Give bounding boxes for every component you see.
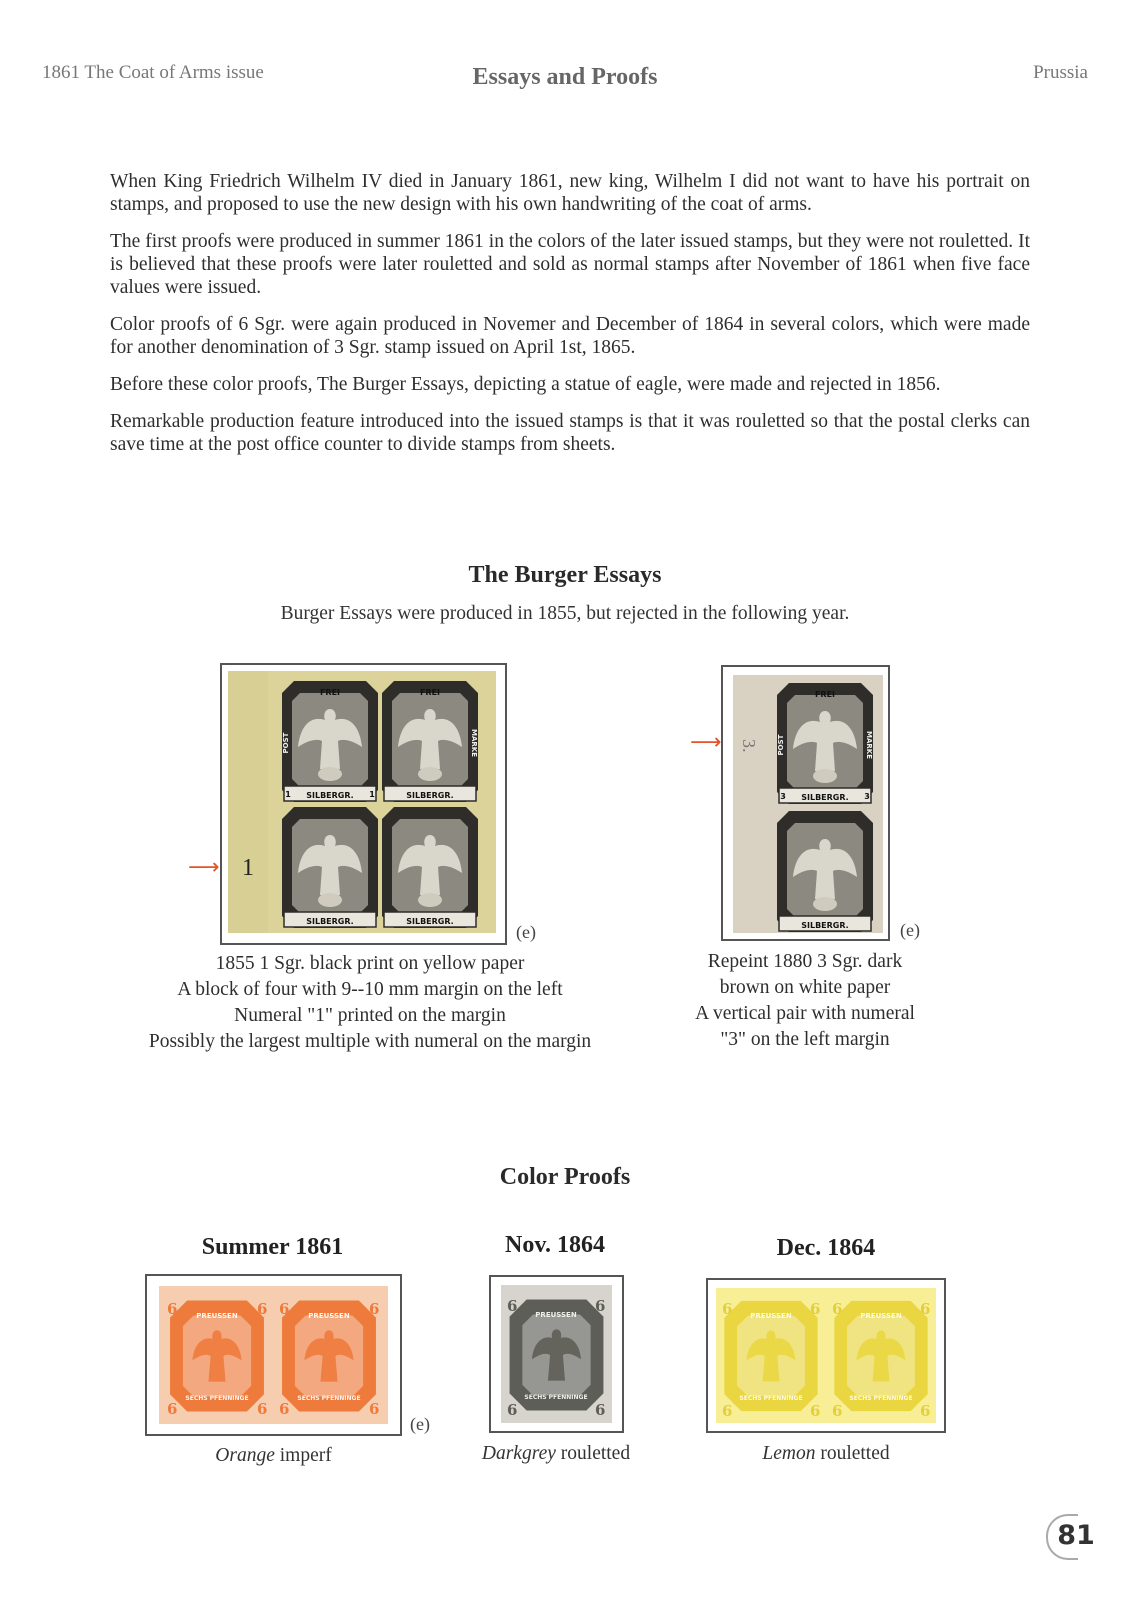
- header-left: 1861 The Coat of Arms issue: [42, 62, 264, 83]
- stamp-value-label: SILBERGR.: [306, 791, 354, 800]
- stamp-value: 6: [722, 1402, 733, 1420]
- arrow-icon: ⟶: [188, 855, 220, 880]
- stamp-value: 6: [369, 1400, 380, 1418]
- stamp-numeral: 1: [285, 790, 291, 799]
- intro-paragraph-3: Color proofs of 6 Sgr. were again produced in Novemer and December of 1864 in several colors, which were made for another denomination of 3 Sgr. stamp issued on April 1st, 1865.: [110, 314, 1030, 358]
- stamp-value: 6: [810, 1402, 821, 1420]
- stamp-top-label: PREUSSEN: [750, 1312, 792, 1320]
- color-proofs-title: Color Proofs: [499, 1164, 631, 1190]
- color-name: Darkgrey: [481, 1443, 556, 1464]
- stamp-value: 6: [167, 1300, 178, 1318]
- proof-type: imperf: [274, 1445, 332, 1466]
- stamp-value: 6: [279, 1300, 290, 1318]
- caption-line: A block of four with 9--10 mm margin on the left: [177, 979, 563, 1000]
- caption-line: 1855 1 Sgr. black print on yellow paper: [215, 953, 525, 974]
- stamp-value-label: SILBERGR.: [406, 917, 454, 926]
- caption-line: Numeral "1" printed on the margin: [234, 1005, 506, 1026]
- source-mark: (e): [900, 920, 920, 940]
- vertical-pair-frame: [721, 665, 890, 941]
- block-of-four-caption: [100, 951, 640, 1055]
- stamp-value: 6: [595, 1297, 606, 1315]
- stamp-value: 6: [507, 1401, 518, 1419]
- margin-numeral: 3.: [739, 739, 759, 753]
- stamp-side-left: POST: [282, 732, 290, 754]
- stamp-numeral: 3: [780, 792, 786, 801]
- header-right: Prussia: [1033, 62, 1088, 83]
- color-proof-caption: [706, 1443, 946, 1465]
- color-proof-image: [716, 1288, 936, 1423]
- stamp-top-label: PREUSSEN: [535, 1311, 577, 1319]
- color-proof-title: Summer 1861: [201, 1234, 344, 1260]
- color-proof-title: Nov. 1864: [504, 1232, 605, 1258]
- page-number-text: 81: [1057, 1519, 1095, 1551]
- stamp-value-label: SILBERGR.: [801, 921, 849, 930]
- stamp-value-label: SILBERGR.: [306, 917, 354, 926]
- caption-line: A vertical pair with numeral: [695, 1003, 915, 1024]
- stamp-value: 6: [507, 1297, 518, 1315]
- stamp-bottom-label: SECHS PFENNINGE: [524, 1394, 588, 1401]
- stamp-top-label: FREI: [419, 688, 441, 697]
- stamp-value: 6: [722, 1300, 733, 1318]
- stamp-value: 6: [167, 1400, 178, 1418]
- stamp-value: 6: [595, 1401, 606, 1419]
- lemon-proof-pair: [716, 1288, 936, 1423]
- stamp-top-label: FREI: [814, 690, 836, 699]
- stamp-top-label: PREUSSEN: [308, 1312, 350, 1320]
- color-proof-title: Dec. 1864: [776, 1235, 876, 1261]
- source-mark: (e): [410, 1414, 430, 1434]
- stamp-bottom-label: SECHS PFENNINGE: [185, 1395, 249, 1402]
- intro-paragraph-5: Remarkable production feature introduced into the issued stamps is that it was rouletted so that the postal clerks can save time at the post office counter to divide stamps from sheets.: [110, 411, 1030, 455]
- source-mark: (e): [516, 922, 536, 942]
- intro-text: [110, 170, 1030, 470]
- page-title: Essays and Proofs: [472, 64, 658, 90]
- stamp-bottom-label: SECHS PFENNINGE: [739, 1395, 803, 1402]
- stamp-top-label: PREUSSEN: [860, 1312, 902, 1320]
- arrow-icon: ⟶: [690, 730, 722, 755]
- caption-line: Possibly the largest multiple with numeral on the margin: [148, 1031, 592, 1052]
- margin-numeral: 1: [242, 855, 254, 881]
- intro-paragraph-2: The first proofs were produced in summer 1861 in the colors of the later issued stamps, but they were not rouletted. It is believed that these proofs were later rouletted and sold as normal stamps after November of 1861 when five face values were issued.: [110, 231, 1030, 298]
- stamp-value: 6: [920, 1402, 931, 1420]
- burger-essays-subtitle: Burger Essays were produced in 1855, but rejected in the following year.: [280, 603, 850, 624]
- color-proof-image: [501, 1285, 612, 1423]
- stamp-top-label: FREI: [319, 688, 341, 697]
- color-proof-frame: [489, 1275, 624, 1433]
- stamp-value: 6: [369, 1300, 380, 1318]
- page-number: [1052, 1512, 1100, 1558]
- stamp-side-left: POST: [777, 734, 785, 756]
- color-proof-image: [159, 1286, 388, 1424]
- caption-line: Repeint 1880 3 Sgr. dark: [707, 951, 903, 972]
- orange-proof-pair: [159, 1286, 388, 1424]
- stamp-value: 6: [920, 1300, 931, 1318]
- stamp-numeral: 3: [864, 792, 870, 801]
- stamp-top-label: PREUSSEN: [196, 1312, 238, 1320]
- intro-paragraph-1: When King Friedrich Wilhelm IV died in January 1861, new king, Wilhelm I did not want to have his portrait on stamps, and proposed to use the new design with his own handwriting of the coat of arms.: [110, 171, 1030, 215]
- color-name: Orange: [215, 1445, 275, 1466]
- stamp-numeral: 1: [369, 790, 375, 799]
- vertical-pair-caption: [660, 949, 950, 1053]
- stamp-value-label: SILBERGR.: [406, 791, 454, 800]
- color-proof-caption: [145, 1445, 402, 1467]
- burger-essays-title: The Burger Essays: [468, 562, 662, 588]
- stamp-value: 6: [832, 1402, 843, 1420]
- block-of-four-frame: [220, 663, 507, 945]
- caption-line: brown on white paper: [719, 977, 891, 998]
- block-of-four-image: [222, 665, 505, 943]
- caption-line: "3" on the left margin: [720, 1029, 890, 1050]
- stamp-bottom-label: SECHS PFENNINGE: [849, 1395, 913, 1402]
- intro-paragraph-4: Before these color proofs, The Burger Essays, depicting a statue of eagle, were made and rejected in 1856.: [110, 374, 941, 395]
- stamp-value: 6: [832, 1300, 843, 1318]
- stamp-value: 6: [257, 1300, 268, 1318]
- color-proof-frame: [145, 1274, 402, 1436]
- stamp-side-right: MARKE: [865, 731, 873, 759]
- stamp-value: 6: [279, 1400, 290, 1418]
- darkgrey-proof: [501, 1285, 612, 1423]
- color-proof-frame: [706, 1278, 946, 1433]
- stamp-bottom-label: SECHS PFENNINGE: [297, 1395, 361, 1402]
- color-name: Lemon: [762, 1443, 816, 1464]
- proof-type: rouletted: [815, 1443, 890, 1464]
- stamp-value: 6: [810, 1300, 821, 1318]
- vertical-pair-image: [723, 667, 888, 939]
- stamp-side-right: MARKE: [470, 729, 478, 757]
- stamp-value: 6: [257, 1400, 268, 1418]
- color-proof-caption: [440, 1443, 672, 1465]
- stamp-value-label: SILBERGR.: [801, 793, 849, 802]
- proof-type: rouletted: [555, 1443, 631, 1464]
